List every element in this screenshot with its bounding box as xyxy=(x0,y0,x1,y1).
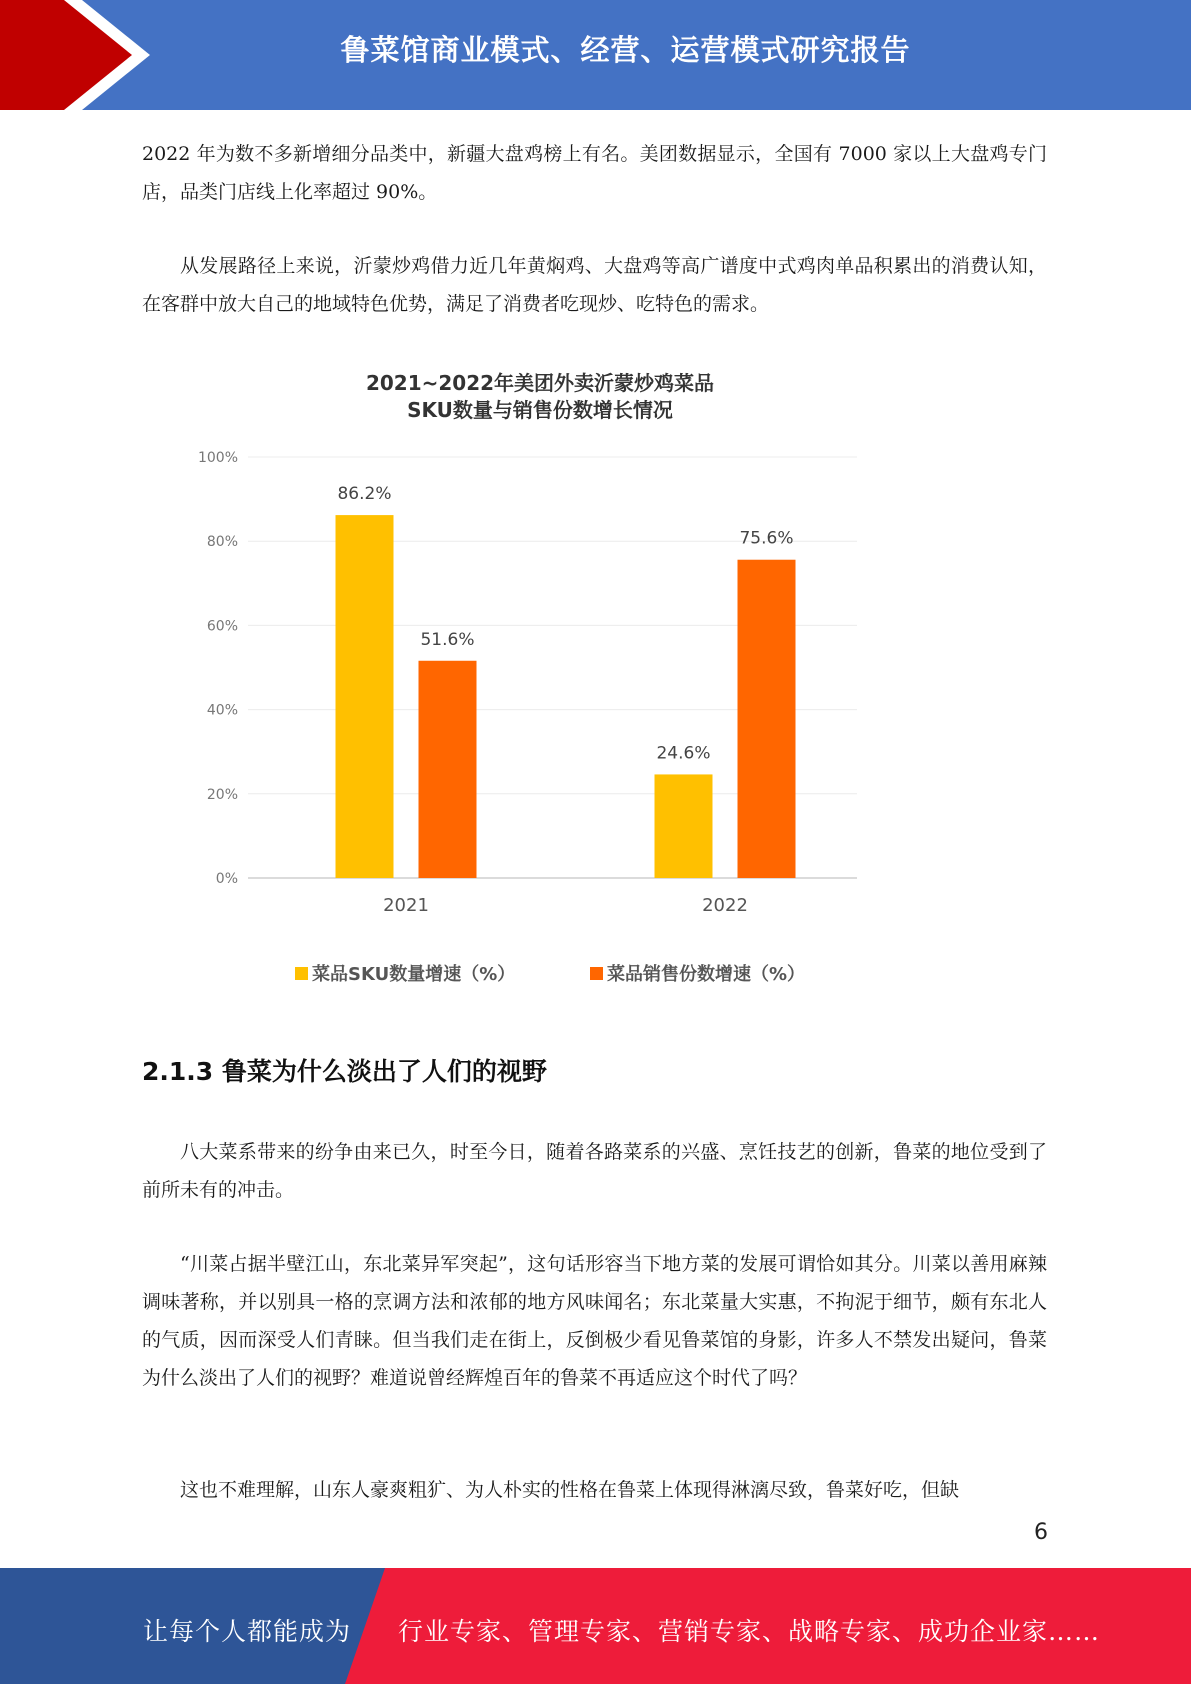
legend-swatch-sales xyxy=(590,967,603,980)
page-footer xyxy=(0,1568,1191,1684)
data-label: 24.6% xyxy=(656,743,711,764)
bar-chart xyxy=(170,360,890,1000)
bar xyxy=(738,560,796,878)
y-tick-label: 0% xyxy=(215,871,238,887)
body-paragraph-1: 2022 年为数不多新增细分品类中，新疆大盘鸡榜上有名。美团数据显示，全国有 7000 家以上大盘鸡专门店，品类门店线上化率超过 90%。 xyxy=(142,143,1047,203)
y-tick-label: 100% xyxy=(197,450,238,466)
section-heading: 2.1.3 鲁菜为什么淡出了人们的视野 xyxy=(142,1057,547,1086)
legend-label-sales: 菜品销售份数增速（%） xyxy=(607,964,806,985)
bar xyxy=(419,661,477,878)
footer-slogan-left: 让每个人都能成为 xyxy=(143,1617,352,1646)
body-paragraph-3: 八大菜系带来的纷争由来已久，时至今日，随着各路菜系的兴盛、烹饪技艺的创新，鲁菜的地位受到了前所未有的冲击。 xyxy=(142,1141,1047,1201)
chart-title-line-2: SKU数量与销售份数增长情况 xyxy=(407,398,673,422)
legend-item-sales xyxy=(590,960,805,986)
bar xyxy=(655,774,713,878)
body-paragraph-4: “川菜占据半壁江山，东北菜异军突起”，这句话形容当下地方菜的发展可谓恰如其分。川菜以善用麻辣调味著称，并以别具一格的烹调方法和浓郁的地方风味闻名；东北菜量大实惠，不拘泥于细节，颇有东北人的气质，因而深受人们青睐。但当我们走在街上，反倒极少看见鲁菜馆的身影，许多人不禁发出疑问，鲁菜为什么淡出了人们的视野？难道说曾经辉煌百年的鲁菜不再适应这个时代了吗？ xyxy=(142,1253,1047,1389)
page-number: 6 xyxy=(1034,1520,1048,1545)
legend-label-sku: 菜品SKU数量增速（%） xyxy=(312,964,516,985)
y-tick-label: 60% xyxy=(206,618,238,635)
x-tick-label: 2021 xyxy=(383,895,429,916)
chart-title-line-1: 2021~2022年美团外卖沂蒙炒鸡菜品 xyxy=(365,371,715,395)
data-label: 86.2% xyxy=(337,484,392,505)
y-tick-label: 40% xyxy=(206,702,238,719)
x-tick-label: 2022 xyxy=(702,895,748,916)
legend-swatch-sku xyxy=(295,967,308,980)
bar xyxy=(336,515,394,878)
data-label: 51.6% xyxy=(420,629,475,650)
footer-slogan-right: 行业专家、管理专家、营销专家、战略专家、成功企业家…… xyxy=(398,1617,1101,1646)
y-tick-label: 20% xyxy=(206,786,238,803)
page-header xyxy=(0,0,1191,110)
data-label: 75.6% xyxy=(739,528,794,549)
chart-plot xyxy=(170,360,890,960)
report-title: 鲁菜馆商业模式、经营、运营模式研究报告 xyxy=(340,33,911,67)
legend-item-sku xyxy=(295,960,515,986)
y-tick-label: 80% xyxy=(206,534,238,551)
body-paragraph-5: 这也不难理解，山东人豪爽粗犷、为人朴实的性格在鲁菜上体现得淋漓尽致，鲁菜好吃，但缺 xyxy=(180,1479,960,1501)
body-paragraph-2: 从发展路径上来说，沂蒙炒鸡借力近几年黄焖鸡、大盘鸡等高广谱度中式鸡肉单品积累出的消费认知，在客群中放大自己的地域特色优势，满足了消费者吃现炒、吃特色的需求。 xyxy=(142,255,1047,315)
